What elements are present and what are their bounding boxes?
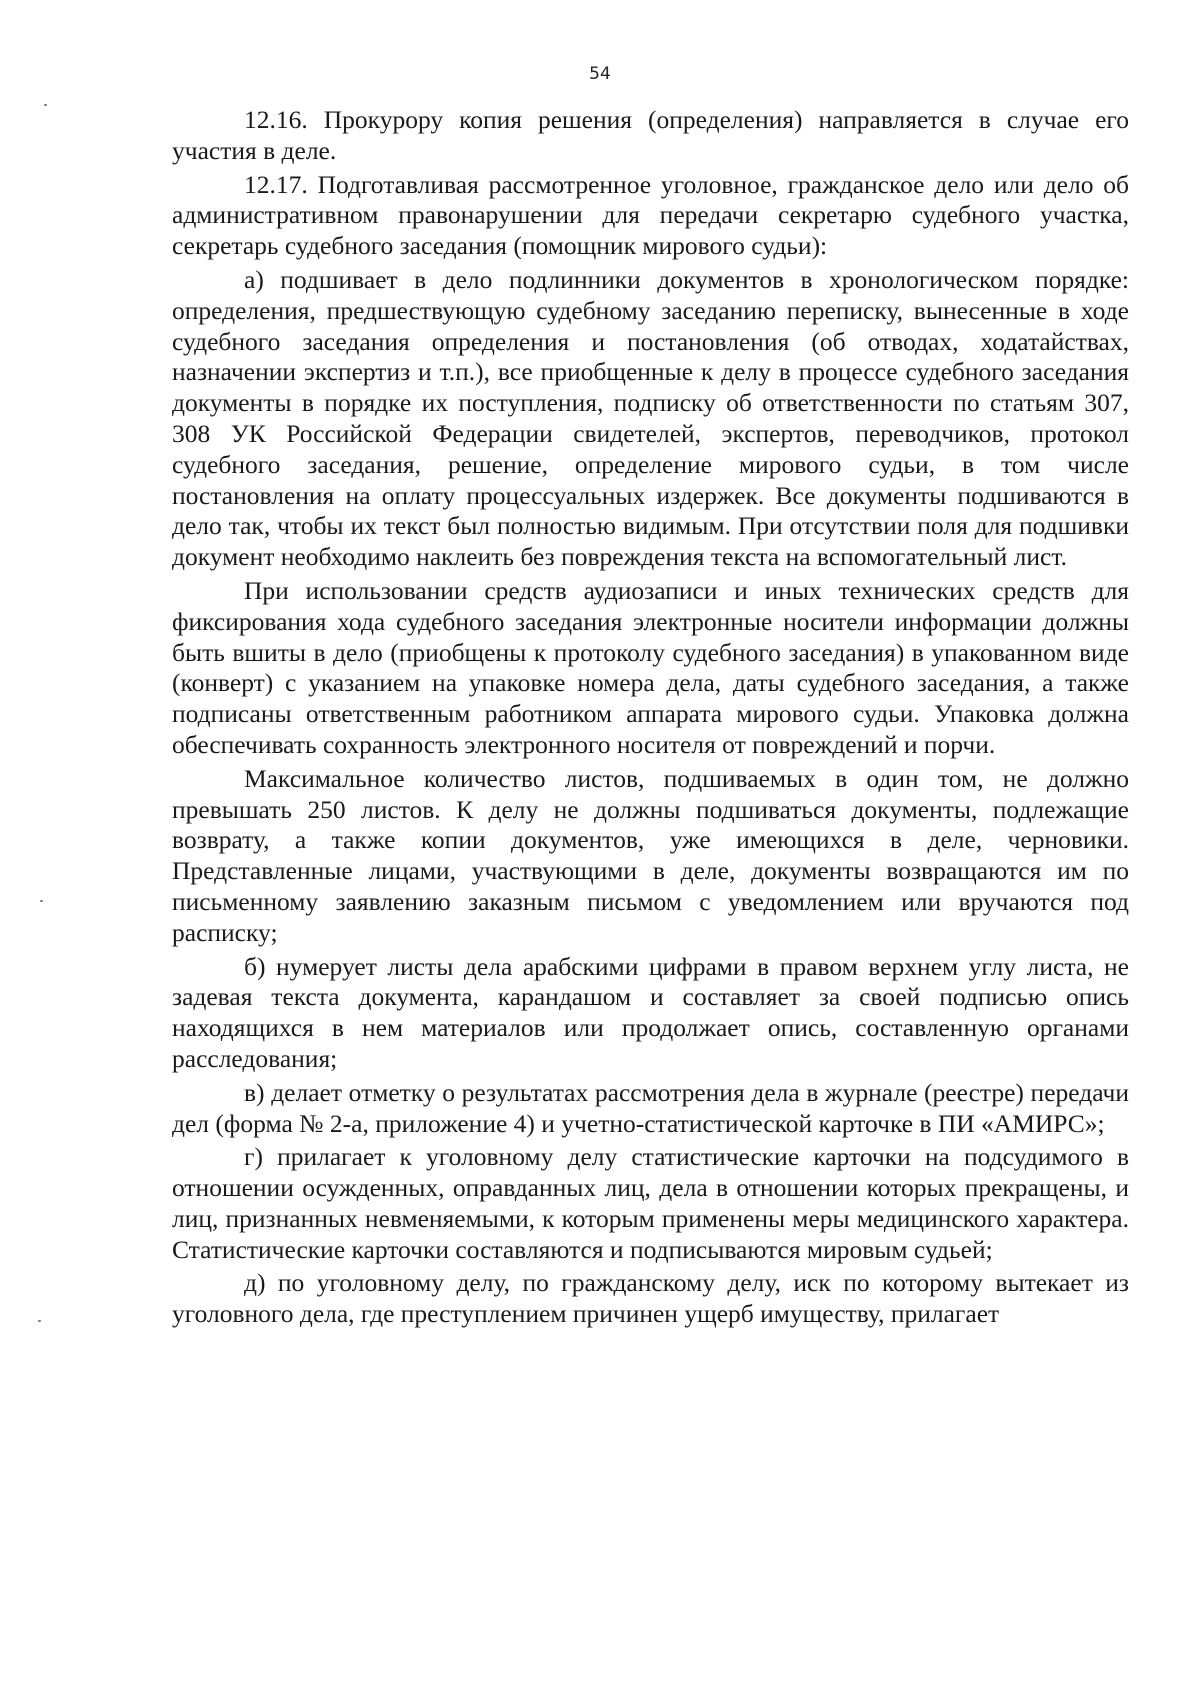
paragraph-max-sheets: Максимальное количество листов, подшиваемых в один том, не должно превышать 250 листов. К делу не должны подшиваться документы, подлежащие возврату, а также копии документов, уже имеющихся в деле, черновики. Представленные лицами, участвующими в деле, документы возвращаются им по письменному заявлению заказным письмом с уведомлением или вручаются под расписку; — [172, 763, 1129, 947]
page-number: 54 — [589, 64, 611, 84]
scan-speck — [44, 104, 47, 106]
scan-speck — [40, 900, 43, 902]
paragraph-item-b: б) нумерует листы дела арабскими цифрами в правом верхнем углу листа, не задевая текста документа, карандашом и составляет за своей подписью опись находящихся в нем материалов или продолжает опись, составленную органами расследования; — [172, 951, 1129, 1073]
document-body — [172, 105, 1129, 1333]
scan-speck — [38, 1320, 41, 1322]
paragraph-12-16: 12.16. Прокурору копия решения (определения) направляется в случае его участия в деле. — [172, 105, 1129, 165]
paragraph-item-d: д) по уголовному делу, по гражданскому делу, иск по которому вытекает из уголовного дела, где преступлением причинен ущерб имуществу, прилагает — [172, 1268, 1129, 1329]
paragraph-item-v: в) делает отметку о результатах рассмотрения дела в журнале (реестре) передачи дел (форма № 2-а, приложение 4) и учетно-статистической карточке в ПИ «АМИРС»; — [172, 1077, 1129, 1138]
paragraph-12-17: 12.17. Подготавливая рассмотренное уголовное, гражданское дело или дело об административном правонарушении для передачи секретарю судебного участка, секретарь судебного заседания (помощник мирового судьи): — [172, 169, 1129, 261]
paragraph-audio-recording: При использовании средств аудиозаписи и иных технических средств для фиксирования хода судебного заседания электронные носители информации должны быть вшиты в дело (приобщены к протоколу судебного заседания) в упакованном виде (конверт) с указанием на упаковке номера дела, даты судебного заседания, а также подписаны ответственным работником аппарата мирового судьи. Упаковка должна обеспечивать сохранность электронного носителя от повреждений и порчи. — [172, 575, 1129, 759]
paragraph-item-a: а) подшивает в дело подлинники документов в хронологическом порядке: определения, предшествующую судебному заседанию переписку, вынесенные в ходе судебного заседания определения и постановления (об отводах, ходатайствах, назначении экспертиз и т.п.), все приобщенные к делу в процессе судебного заседания документы в порядке их поступления, подписку об ответственности по статьям 307, 308 УК Российской Федерации свидетелей, экспертов, переводчиков, протокол судебного заседания, решение, определение мирового судьи, в том числе постановления на оплату процессуальных издержек. Все документы подшиваются в дело так, чтобы их текст был полностью видимым. При отсутствии поля для подшивки документ необходимо наклеить без повреждения текста на вспомогательный лист. — [172, 264, 1129, 572]
paragraph-item-g: г) прилагает к уголовному делу статистические карточки на подсудимого в отношении осужденных, оправданных лиц, дела в отношении которых прекращены, и лиц, признанных невменяемыми, к которым применены меры медицинского характера. Статистические карточки составляются и подписываются мировым судьей; — [172, 1142, 1129, 1264]
